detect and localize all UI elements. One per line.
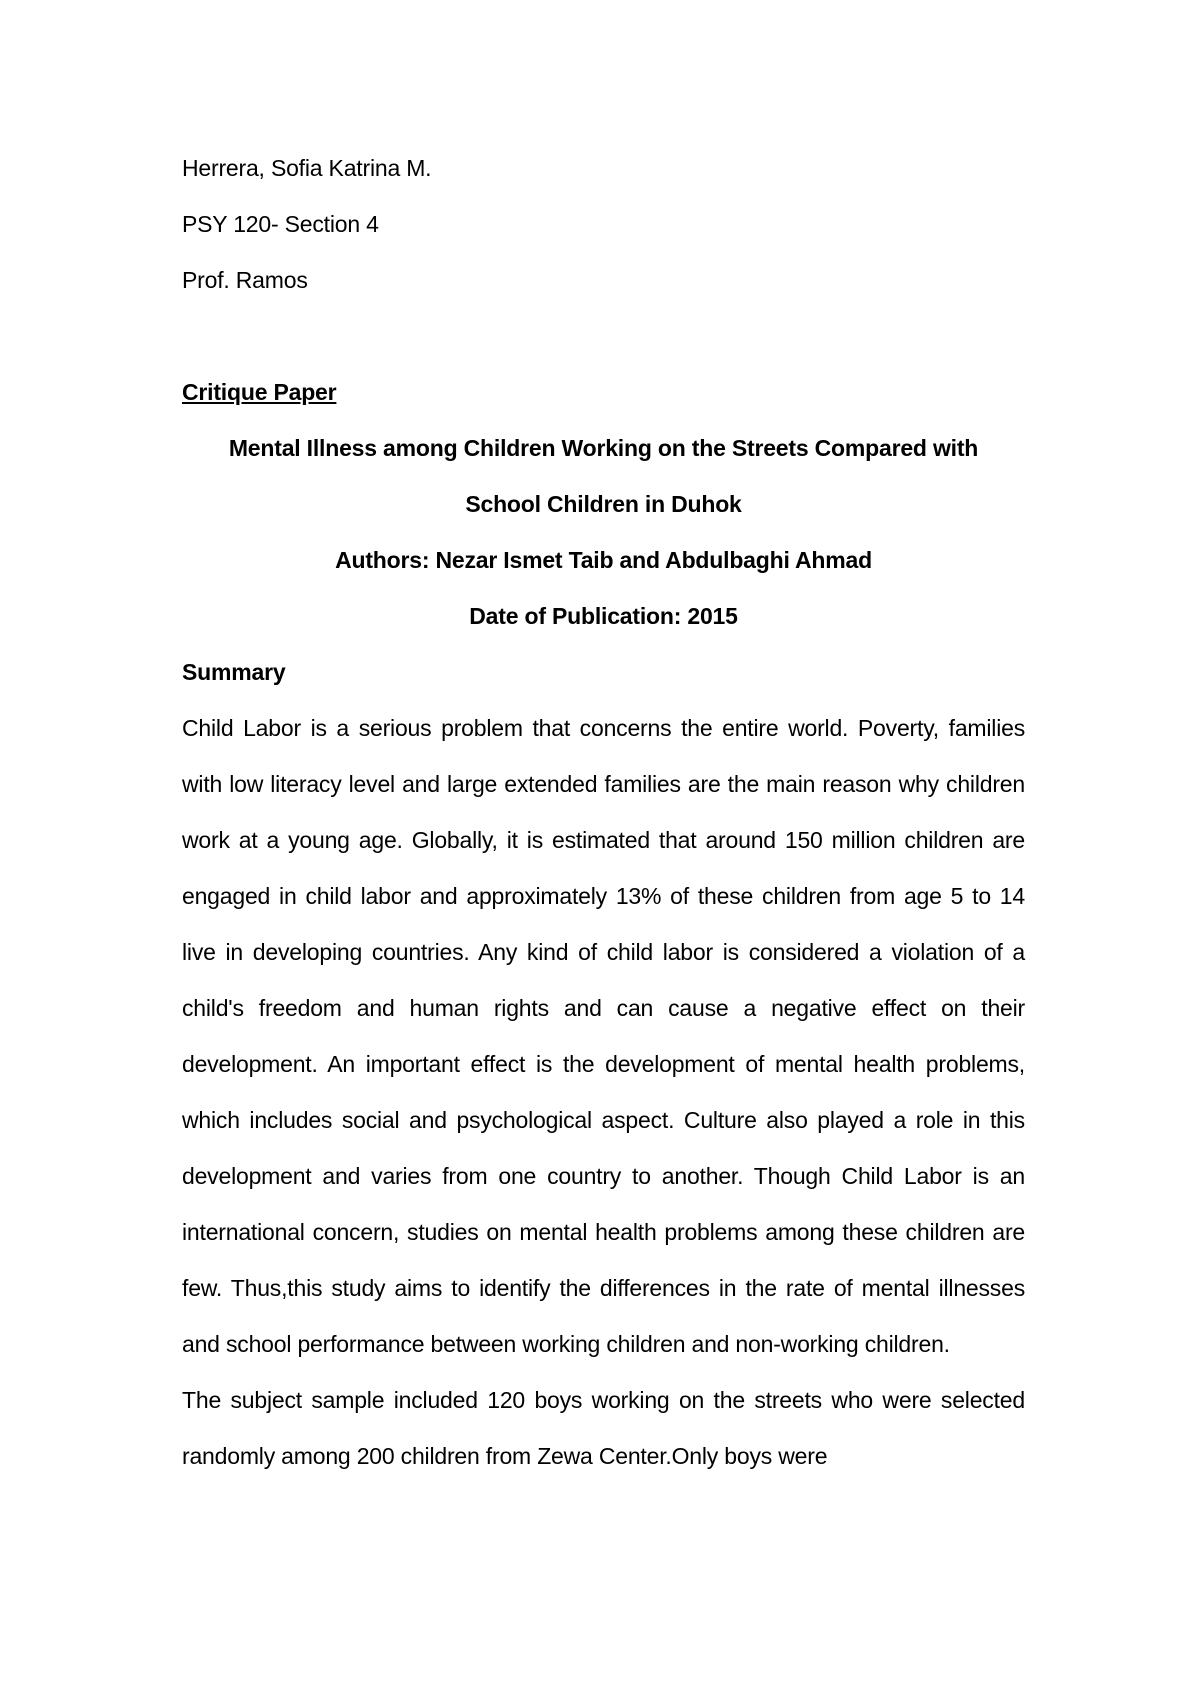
document-content xyxy=(182,140,1025,1484)
publication-date: Date of Publication: 2015 xyxy=(469,603,738,629)
paper-type-label: Critique Paper xyxy=(182,379,337,405)
paper-title-line-1: Mental Illness among Children Working on the Streets Compared with xyxy=(228,435,979,461)
summary-paragraph-1: Child Labor is a serious problem that concerns the entire world. Poverty, families with low literacy level and large extended families are the main reason why children work at a young age. Globally, it is estimated that around 150 million children are engaged in child labor and approximately 13% of these children from age 5 to 14 live in developing countries. Any kind of child labor is considered a violation of a child's freedom and human rights and can cause a negative effect on their development. An important effect is the development of mental health problems, which includes social and psychological aspect. Culture also played a role in this development and varies from one country to another. Though Child Labor is an international concern, studies on mental health problems among these children are few. Thus,this study aims to identify the differences in the rate of mental illnesses and school performance between working children and non-working children. xyxy=(182,715,1025,1357)
student-name: Herrera, Sofia Katrina M. xyxy=(182,155,432,181)
professor-name: Prof. Ramos xyxy=(182,267,308,293)
blank-line xyxy=(182,308,1025,364)
summary-paragraph-2: The subject sample included 120 boys working on the streets who were selected randomly among 200 children from Zewa Center.Only boys were xyxy=(182,1387,1025,1469)
paper-authors: Authors: Nezar Ismet Taib and Abdulbaghi Ahmad xyxy=(335,547,872,573)
summary-heading: Summary xyxy=(182,659,286,685)
course-section: PSY 120- Section 4 xyxy=(182,211,379,237)
paper-title-line-2: School Children in Duhok xyxy=(465,491,742,517)
